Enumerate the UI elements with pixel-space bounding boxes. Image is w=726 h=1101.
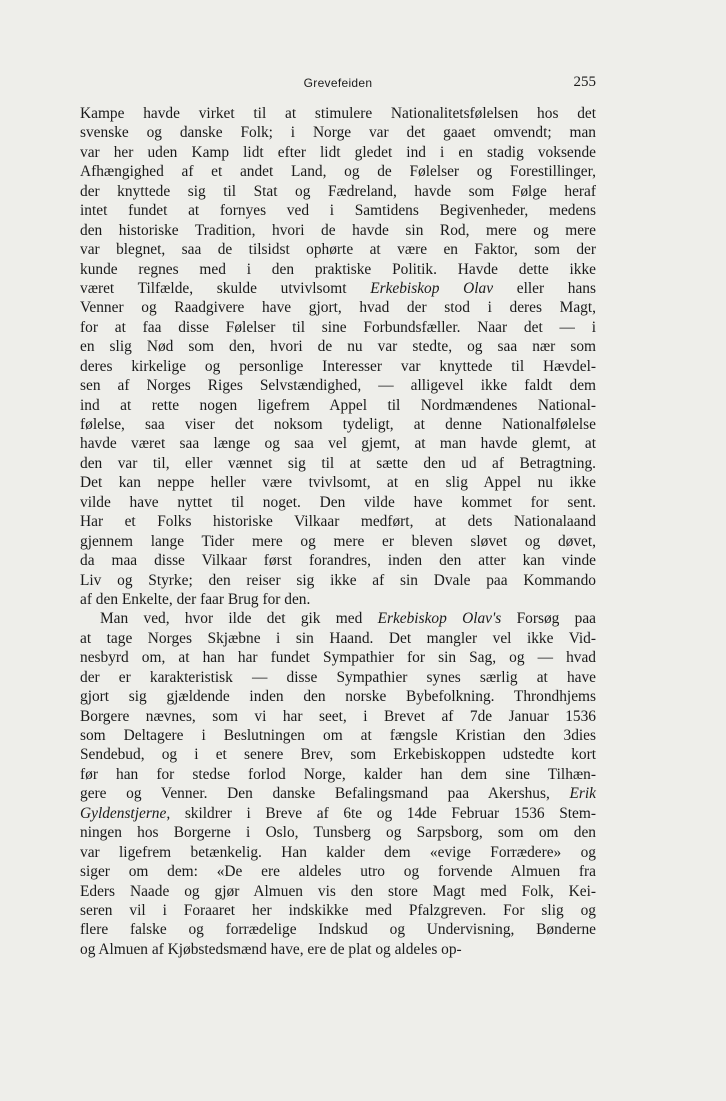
running-head	[80, 74, 596, 94]
text-line	[80, 143, 596, 162]
text-line	[80, 357, 596, 376]
text-line	[80, 318, 596, 337]
text-line	[80, 415, 596, 434]
italic-name: Gyldenstjerne,	[80, 804, 171, 822]
text-segment: Kampe havde virket til at stimulere Nationalitetsfølelsen hos det	[80, 105, 596, 122]
text-line	[80, 862, 596, 881]
text-line	[80, 104, 596, 123]
italic-name: Erkebiskop Olav's	[377, 610, 502, 628]
text-segment: som Deltagere i Beslutningen om at fængsle Kristian den 3dies	[80, 727, 596, 744]
text-segment: for at faa disse Følelser til sine Forbundsfæller. Naar det — i	[80, 318, 596, 336]
text-segment: Eders Naade og gjør Almuen vis den store Magt med Folk, Kei-	[80, 882, 596, 900]
italic-name: Erik	[569, 785, 596, 803]
text-line	[80, 668, 596, 687]
text-line	[80, 707, 596, 726]
text-line	[80, 784, 596, 803]
text-segment: havde været saa længe og saa vel gjemt, at man havde glemt, at	[80, 435, 596, 453]
text-segment: en slig Nød som den, hvori de nu var stedte, og saa nær som	[80, 338, 596, 356]
text-line	[80, 940, 596, 959]
text-segment: Liv og Styrke; den reiser sig ikke af sin Dvale paa Kommando	[80, 571, 596, 589]
text-line	[80, 162, 596, 181]
text-segment: Afhængighed af et andet Land, og de Følelser og Forestillinger,	[80, 163, 596, 181]
text-line	[80, 396, 596, 415]
text-segment: Borgere nævnes, som vi har seet, i Brevet af 7de Januar 1536	[80, 707, 596, 725]
text-line	[80, 221, 596, 240]
text-segment: kunde regnes med i den praktiske Politik. Havde dette ikke	[80, 260, 596, 278]
text-line	[80, 434, 596, 453]
text-line	[80, 920, 596, 939]
text-segment: den historiske Tradition, hvori de havde sin Rod, mere og mere	[80, 221, 596, 239]
text-segment: vilde have nyttet til noget. Den vilde have kommet for sent.	[80, 493, 596, 511]
text-segment: var ligefrem betænkelig. Han kalder dem «evige Forrædere» og	[80, 843, 596, 861]
text-segment: Sendebud, og i et senere Brev, som Erkebiskoppen udstedte kort	[80, 746, 596, 764]
text-segment: Venner og Raadgivere have gjort, hvad der stod i deres Magt,	[80, 299, 596, 317]
text-segment: Man ved, hvor ilde det gik med	[100, 610, 378, 628]
text-line	[80, 376, 596, 395]
text-line	[80, 123, 596, 142]
text-line	[80, 745, 596, 764]
text-segment: seren vil i Foraaret her indskikke med Pfalzgreven. For slig og	[80, 901, 596, 919]
text-line	[80, 804, 596, 823]
text-segment: gjort sig gjældende inden den norske Bybefolkning. Throndhjems	[80, 688, 596, 706]
text-segment: ind at rette nogen ligefrem Appel til Nordmændenes National-	[80, 396, 596, 414]
text-line	[80, 298, 596, 317]
text-line	[80, 571, 596, 590]
paragraph	[80, 104, 596, 609]
text-segment: ningen hos Borgerne i Oslo, Tunsberg og Sarpsborg, som om den	[80, 824, 596, 842]
text-line	[80, 882, 596, 901]
text-segment: af den Enkelte, der faar Brug for den.	[80, 590, 311, 608]
text-line	[80, 279, 596, 298]
page-number: 255	[573, 74, 596, 90]
paragraph	[80, 609, 596, 959]
text-segment: og Almuen af Kjøbstedsmænd have, ere de plat og aldeles op-	[80, 940, 462, 958]
text-line	[80, 687, 596, 706]
text-line	[80, 493, 596, 512]
text-line	[80, 240, 596, 259]
text-line	[80, 843, 596, 862]
text-line	[80, 765, 596, 784]
text-line	[80, 823, 596, 842]
text-segment: den var til, eller vænnet sig til at sætte den ud af Betragtning.	[80, 454, 596, 472]
italic-name: Erkebiskop Olav	[370, 279, 494, 297]
text-segment: der knyttede sig til Stat og Fædreland, havde som Følge heraf	[80, 182, 596, 200]
text-segment: Forsøg paa	[501, 610, 596, 628]
text-segment: Det kan neppe heller være tvivlsomt, at en slig Appel nu ikke	[80, 474, 596, 492]
text-line	[80, 337, 596, 356]
text-line	[80, 182, 596, 201]
running-title: Grevefeiden	[303, 76, 373, 90]
text-line	[80, 512, 596, 531]
text-line	[80, 454, 596, 473]
text-segment: før han for stedse forlod Norge, kalder han dem sine Tilhæn-	[80, 765, 596, 783]
text-segment: deres kirkelige og personlige Interesser var knyttede til Hævdel-	[80, 357, 596, 375]
text-line	[80, 201, 596, 220]
text-segment: sen af Norges Riges Selvstændighed, — alligevel ikke faldt dem	[80, 377, 596, 395]
text-segment: at tage Norges Skjæbne i sin Haand. Det mangler vel ikke Vid-	[80, 629, 596, 647]
text-line	[80, 609, 596, 628]
text-line	[80, 532, 596, 551]
text-segment: da maa disse Vilkaar først forandres, inden den atter kan vinde	[80, 552, 596, 570]
text-line	[80, 260, 596, 279]
text-segment: der er karakteristisk — disse Sympathier synes særlig at have	[80, 668, 596, 686]
text-line	[80, 901, 596, 920]
text-segment: siger om dem: «De ere aldeles utro og forvende Almuen fra	[80, 863, 596, 881]
text-segment: flere falske og forrædelige Indskud og Undervisning, Bønderne	[80, 921, 596, 939]
text-segment: intet fundet at fornyes ved i Samtidens Begivenheder, medens	[80, 202, 596, 220]
text-segment: var blegnet, saa de tilsidst ophørte at være en Faktor, som der	[80, 241, 596, 259]
text-segment: svenske og danske Folk; i Norge var det gaaet omvendt; man	[80, 124, 596, 142]
text-line	[80, 629, 596, 648]
text-segment: gjennem lange Tider mere og mere er bleven sløvet og døvet,	[80, 532, 596, 550]
body-text	[80, 104, 596, 959]
text-segment: nesbyrd om, at han har fundet Sympathier for sin Sag, og — hvad	[80, 649, 596, 667]
text-segment: skildrer i Breve af 6te og 14de Februar 1536 Stem-	[170, 804, 596, 822]
text-segment: Har et Folks historiske Vilkaar medført, at dets Nationalaand	[80, 513, 596, 531]
text-segment: var her uden Kamp lidt efter lidt gledet ind i en stadig voksende	[80, 143, 596, 161]
text-segment: været Tilfælde, skulde utvivlsomt	[80, 279, 371, 297]
text-segment: gere og Venner. Den danske Befalingsmand paa Akershus,	[80, 785, 570, 803]
text-line	[80, 726, 596, 745]
text-line	[80, 551, 596, 570]
text-line	[80, 590, 596, 609]
text-segment: eller hans	[493, 279, 596, 297]
text-line	[80, 648, 596, 667]
text-segment: følelse, saa viser det noksom tydeligt, at denne Nationalfølelse	[80, 416, 596, 433]
text-line	[80, 473, 596, 492]
